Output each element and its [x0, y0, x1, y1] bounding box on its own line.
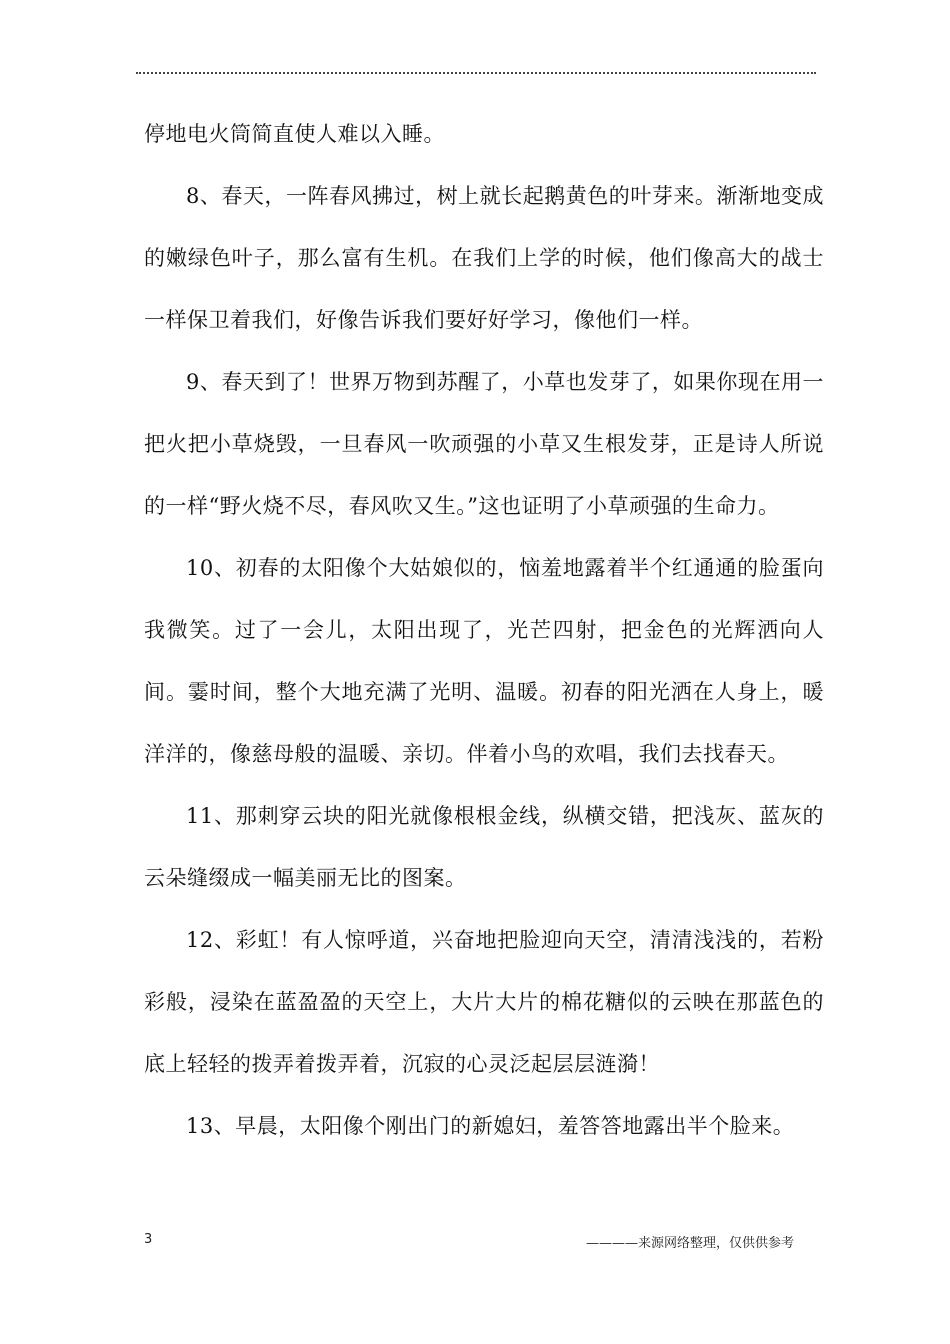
page-number: 3 — [144, 1232, 153, 1247]
paragraph-13: 13、早晨，太阳像个刚出门的新媳妇，羞答答地露出半个脸来。 — [186, 1114, 795, 1138]
paragraph-9: 9、春天到了！世界万物到苏醒了，小草也发芽了，如果你现在用一把火把小草烧毁，一旦春风一吹顽强的小草又生根发芽，正是诗人所说的一样“野火烧不尽，春风吹又生。”这也证明了小草顽强的生命力。 — [144, 370, 824, 518]
page-footer — [144, 1232, 824, 1256]
document-body — [144, 103, 824, 1157]
paragraph-12: 12、彩虹！有人惊呼道，兴奋地把脸迎向天空，清清浅浅的，若粉彩般，浸染在蓝盈盈的天空上，大片大片的棉花糖似的云映在那蓝色的底上轻轻的拨弄着拨弄着，沉寂的心灵泛起层层涟漪！ — [144, 928, 824, 1076]
paragraph-8: 8、春天，一阵春风拂过，树上就长起鹅黄色的叶芽来。渐渐地变成的嫩绿色叶子，那么富有生机。在我们上学的时候，他们像高大的战士一样保卫着我们，好像告诉我们要好好学习，像他们一样。 — [144, 184, 824, 332]
header-dotted-rule — [136, 72, 816, 74]
paragraph-continuation: 停地电火筒简直使人难以入睡。 — [144, 122, 445, 146]
source-note: ————来源网络整理，仅供供参考 — [585, 1236, 794, 1251]
paragraph-10: 10、初春的太阳像个大姑娘似的，恼羞地露着半个红通通的脸蛋向我微笑。过了一会儿，太阳出现了，光芒四射，把金色的光辉洒向人间。霎时间，整个大地充满了光明、温暖。初春的阳光洒在人身上，暖洋洋的，像慈母般的温暖、亲切。伴着小鸟的欢唱，我们去找春天。 — [144, 556, 824, 766]
paragraph-11: 11、那刺穿云块的阳光就像根根金线，纵横交错，把浅灰、蓝灰的云朵缝缀成一幅美丽无比的图案。 — [144, 804, 824, 890]
